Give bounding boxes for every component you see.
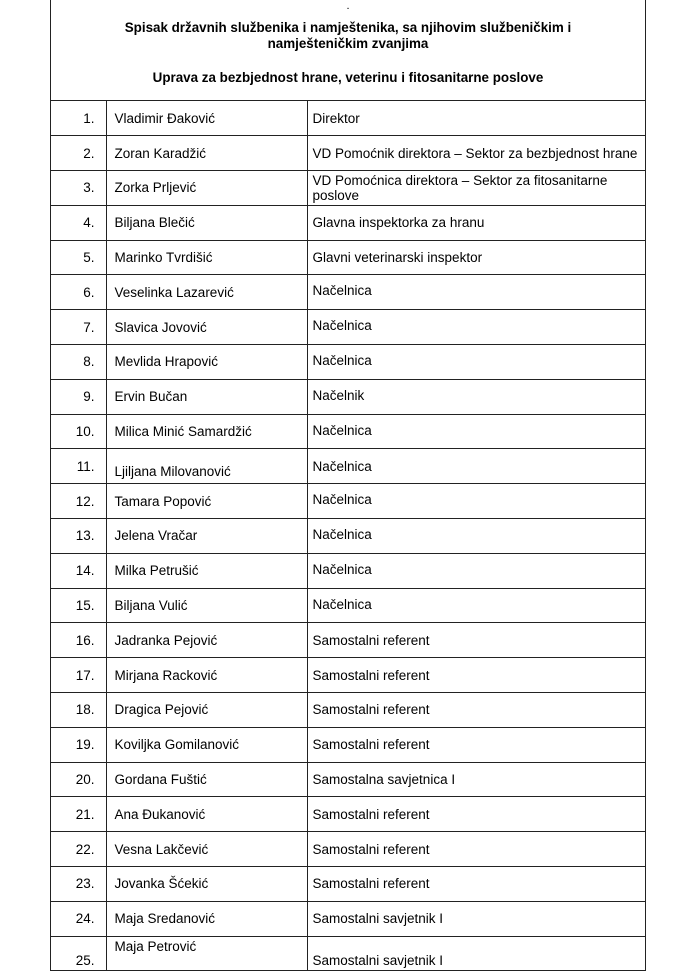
employee-title: Samostalni referent: [307, 797, 645, 832]
employee-title: Načelnica: [307, 519, 645, 554]
employee-title: Samostalni referent: [307, 867, 645, 902]
employee-name: Slavica Jovović: [106, 310, 307, 345]
employee-title: Glavna inspektorka za hranu: [307, 205, 645, 240]
page-mark: .: [346, 0, 350, 12]
employee-title: Samostalni savjetnik I: [307, 936, 645, 971]
row-number: 11.: [51, 449, 106, 484]
employee-title: Načelnica: [307, 449, 645, 484]
employee-title: Načelnica: [307, 588, 645, 623]
table-row: [51, 832, 645, 867]
table-row: [51, 240, 645, 275]
employee-name: Tamara Popović: [106, 484, 307, 519]
row-number: 14.: [51, 553, 106, 588]
employee-title: Načelnik: [307, 379, 645, 414]
employee-name: Marinko Tvrdišić: [106, 240, 307, 275]
employee-title: Samostalni savjetnik I: [307, 901, 645, 936]
document-page: [50, 0, 646, 971]
table-row: [51, 727, 645, 762]
employee-title: Samostalni referent: [307, 693, 645, 728]
row-number: 1.: [51, 101, 106, 136]
employee-name: Milica Minić Samardžić: [106, 414, 307, 449]
employee-name: Milka Petrušić: [106, 553, 307, 588]
row-number: 23.: [51, 867, 106, 902]
document-subtitle: Uprava za bezbjednost hrane, veterinu i fitosanitarne poslove: [152, 70, 544, 85]
table-row: [51, 901, 645, 936]
table-row: [51, 136, 645, 171]
employee-name: Zoran Karadžić: [106, 136, 307, 171]
employee-title: Načelnica: [307, 310, 645, 345]
document-title: Spisak državnih službenika i namještenika, sa njihovim službeničkim i namješteničkim zvanjima: [124, 20, 572, 51]
employee-name: Mirjana Racković: [106, 658, 307, 693]
row-number: 10.: [51, 414, 106, 449]
row-number: 25.: [51, 936, 106, 971]
employee-title: Samostalni referent: [307, 727, 645, 762]
employee-title: Direktor: [307, 101, 645, 136]
employee-name: Gordana Fuštić: [106, 762, 307, 797]
employee-name: Biljana Blečić: [106, 205, 307, 240]
row-number: 24.: [51, 901, 106, 936]
staff-table: [51, 101, 645, 971]
employee-name: Jadranka Pejović: [106, 623, 307, 658]
employee-name: Jovanka Šćekić: [106, 867, 307, 902]
table-row: [51, 310, 645, 345]
employee-title: Glavni veterinarski inspektor: [307, 240, 645, 275]
row-number: 9.: [51, 379, 106, 414]
row-number: 20.: [51, 762, 106, 797]
row-number: 2.: [51, 136, 106, 171]
row-number: 8.: [51, 345, 106, 380]
row-number: 19.: [51, 727, 106, 762]
employee-name: Vesna Lakčević: [106, 832, 307, 867]
table-row: [51, 693, 645, 728]
employee-name: Ljiljana Milovanović: [106, 449, 307, 484]
row-number: 7.: [51, 310, 106, 345]
table-row: [51, 171, 645, 206]
table-row: [51, 449, 645, 484]
employee-title: Samostalna savjetnica I: [307, 762, 645, 797]
employee-title: VD Pomoćnica direktora – Sektor za fitosanitarne poslove: [307, 171, 645, 206]
row-number: 13.: [51, 519, 106, 554]
table-row: [51, 275, 645, 310]
table-row: [51, 414, 645, 449]
employee-title: Samostalni referent: [307, 623, 645, 658]
row-number: 12.: [51, 484, 106, 519]
row-number: 21.: [51, 797, 106, 832]
employee-name: Dragica Pejović: [106, 693, 307, 728]
employee-name: Maja Sredanović: [106, 901, 307, 936]
employee-name: Mevlida Hrapović: [106, 345, 307, 380]
employee-name: Biljana Vulić: [106, 588, 307, 623]
table-row: [51, 553, 645, 588]
table-row: [51, 867, 645, 902]
table-row: [51, 623, 645, 658]
employee-name: Veselinka Lazarević: [106, 275, 307, 310]
row-number: 17.: [51, 658, 106, 693]
table-row: [51, 101, 645, 136]
staff-table-body: [51, 101, 645, 971]
employee-title: Samostalni referent: [307, 658, 645, 693]
row-number: 4.: [51, 205, 106, 240]
table-row: [51, 936, 645, 971]
employee-name: Jelena Vračar: [106, 519, 307, 554]
table-row: [51, 519, 645, 554]
row-number: 22.: [51, 832, 106, 867]
employee-title: Samostalni referent: [307, 832, 645, 867]
employee-title: Načelnica: [307, 484, 645, 519]
employee-title: Načelnica: [307, 275, 645, 310]
employee-title: Načelnica: [307, 414, 645, 449]
row-number: 6.: [51, 275, 106, 310]
employee-name: Koviljka Gomilanović: [106, 727, 307, 762]
document-header: [51, 0, 645, 101]
row-number: 15.: [51, 588, 106, 623]
table-row: [51, 762, 645, 797]
table-row: [51, 205, 645, 240]
table-row: [51, 588, 645, 623]
row-number: 5.: [51, 240, 106, 275]
employee-name: Zorka Prljević: [106, 171, 307, 206]
employee-title: Načelnica: [307, 345, 645, 380]
row-number: 18.: [51, 693, 106, 728]
table-row: [51, 658, 645, 693]
employee-name: Ana Đukanović: [106, 797, 307, 832]
row-number: 3.: [51, 171, 106, 206]
table-row: [51, 484, 645, 519]
table-row: [51, 345, 645, 380]
employee-name: Maja Petrović: [106, 936, 307, 971]
employee-name: Ervin Bučan: [106, 379, 307, 414]
table-row: [51, 379, 645, 414]
employee-name: Vladimir Đaković: [106, 101, 307, 136]
row-number: 16.: [51, 623, 106, 658]
employee-title: Načelnica: [307, 553, 645, 588]
employee-title: VD Pomoćnik direktora – Sektor za bezbjednost hrane: [307, 136, 645, 171]
table-row: [51, 797, 645, 832]
